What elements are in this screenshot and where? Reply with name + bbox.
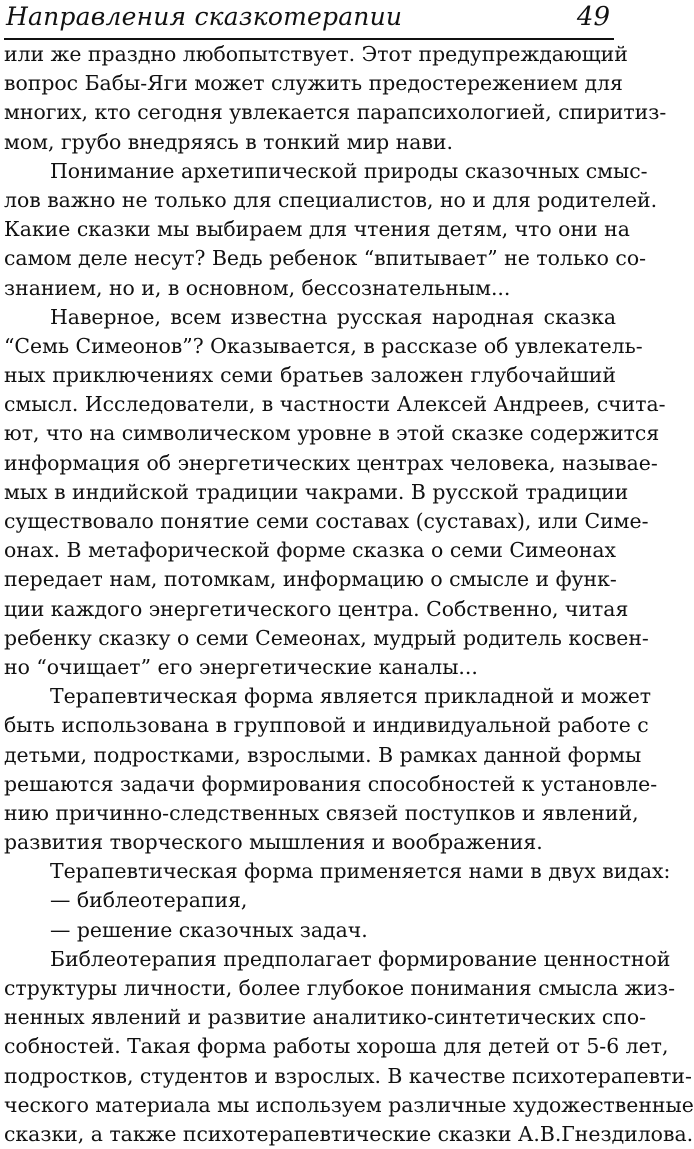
text-line: информация об энергетических центрах человека, называе-	[4, 450, 658, 475]
text-line: Какие сказки мы выбираем для чтения детям, что они на	[4, 217, 630, 242]
text-line: Терапевтическая форма применяется нами в двух видах:	[50, 859, 671, 884]
text-line: самом деле несут? Ведь ребенок “впитывает” не только со-	[4, 246, 647, 271]
text-line: ции каждого энергетического центра. Собственно, читая	[4, 596, 629, 621]
text-line: ют, что на символическом уровне в этой сказке содержится	[4, 421, 660, 446]
text-line: ненных явлений и развитие аналитико-синтетических спо-	[4, 1005, 647, 1030]
text-line: — решение сказочных задач.	[50, 917, 368, 942]
text-line: Наверное, всем известна русская народная сказка	[50, 304, 616, 329]
text-line: лов важно не только для специалистов, но и для родителей.	[4, 187, 658, 212]
text-line: Понимание архетипической природы сказочных смыс-	[50, 158, 648, 183]
text-line: ных приключениях семи братьев заложен глубочайший	[4, 363, 616, 388]
page-number: 49	[576, 2, 610, 32]
text-line: сказки, а также психотерапевтические сказки А.В.Гнездилова.	[4, 1121, 694, 1146]
body-text	[4, 40, 694, 1149]
text-line: быть использована в групповой и индивидуальной работе с	[4, 713, 649, 738]
text-line: Библеотерапия предполагает формирование ценностной	[50, 946, 671, 971]
text-line: мом, грубо внедряясь в тонкий мир нави.	[4, 129, 454, 154]
text-line: мых в индийской традиции чакрами. В русской традиции	[4, 479, 629, 504]
text-line: детьми, подростками, взрослыми. В рамках данной формы	[4, 742, 642, 767]
running-header	[4, 2, 614, 40]
text-line: Терапевтическая форма является прикладной и может	[50, 684, 652, 709]
text-line: онах. В метафорической форме сказка о семи Симеонах	[4, 538, 616, 563]
text-line: структуры личности, более глубокое понимания смысла жиз-	[4, 976, 676, 1000]
text-line: ребенку сказку о семи Семеонах, мудрый родитель косвен-	[4, 625, 649, 650]
text-line: развития творческого мышления и воображения.	[4, 830, 543, 855]
text-line: нию причинно-следственных связей поступков и явлений,	[4, 800, 639, 825]
text-line: ческого материала мы используем различные художественные	[4, 1092, 694, 1117]
text-line: смысл. Исследователи, в частности Алексей Андреев, счита-	[4, 392, 666, 417]
text-line: вопрос Бабы-Яги может служить предостережением для	[4, 71, 623, 96]
text-line: или же праздно любопытствует. Этот предупреждающий	[4, 42, 628, 66]
text-line: передает нам, потомкам, информацию о смысле и функ-	[4, 567, 617, 592]
text-line: многих, кто сегодня увлекается парапсихологией, спиритиз-	[4, 100, 667, 125]
text-line: “Семь Симеонов”? Оказывается, в рассказе об увлекатель-	[4, 333, 643, 358]
text-line: существовало понятие семи составах (суставах), или Симе-	[4, 509, 649, 533]
text-line: решаются задачи формирования способностей к установле-	[4, 771, 658, 796]
text-line: но “очищает” его энергетические каналы...	[4, 654, 478, 679]
running-header-title: Направления сказкотерапии	[6, 2, 403, 31]
text-line: подростков, студентов и взрослых. В качестве психотерапевти-	[4, 1063, 692, 1088]
text-line: знанием, но и, в основном, бессознательным...	[4, 275, 511, 300]
text-line: — библеотерапия,	[50, 888, 248, 913]
text-line: собностей. Такая форма работы хороша для детей от 5-6 лет,	[4, 1034, 669, 1059]
